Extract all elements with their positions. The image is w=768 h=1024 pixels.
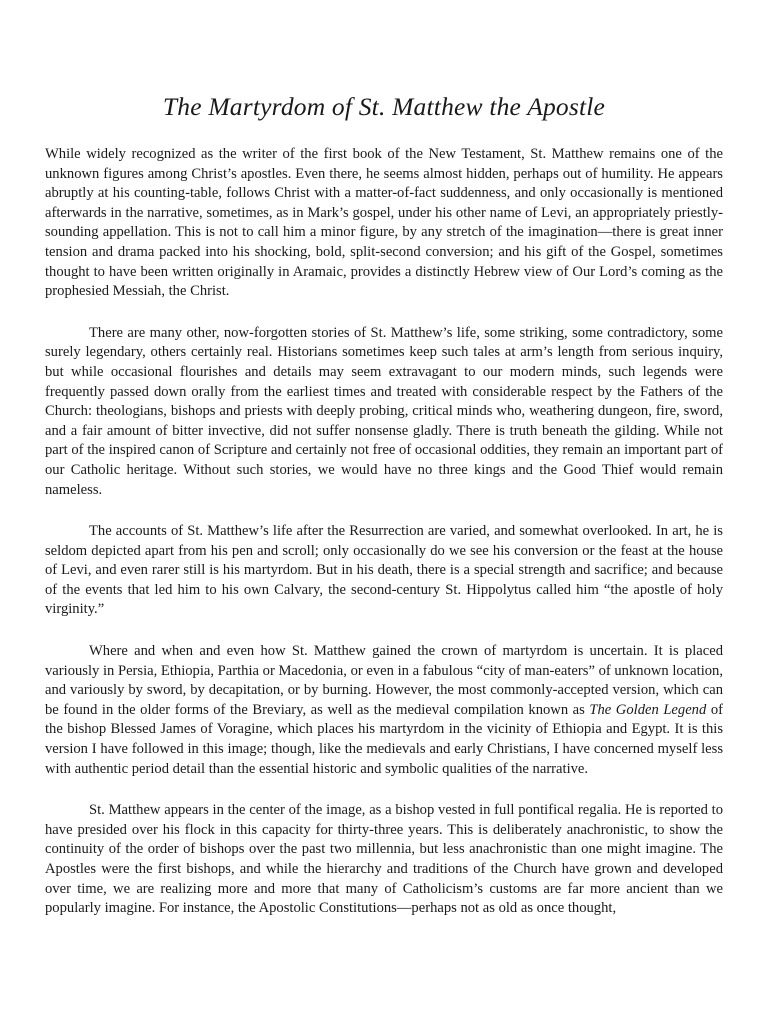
paragraph-2: There are many other, now-forgotten stories of St. Matthew’s life, some striking, some contradictory, some surely legendary, others certainly real. Historians sometimes keep such tales at arm’s length from serious inquiry, but while occasional flourishes and details may seem extravagant to our modern minds, such legends were frequently passed down orally from the earliest times and treated with considerable respect by the Fathers of the Church: theologians, bishops and priests with deeply probing, critical minds who, weathering dungeon, fire, sword, and a fair amount of bitter invective, did not suffer nonsense gladly. There is truth beneath the gilding. While not part of the inspired canon of Scripture and certainly not free of occasional oddities, they remain an important part of our Catholic heritage. Without such stories, we would have no three kings and the Good Thief would remain nameless. [45, 324, 723, 498]
document-body [45, 145, 723, 919]
paragraph-4-text-after: of the bishop Blessed James of Voragine, which places his martyrdom in the vicinity of Ethiopia and Egypt. It is this version I have followed in this image; though, like the medievals and early Christians, I have concerned myself less with authentic period detail than the essential historic and symbolic qualities of the narrative. [45, 701, 723, 777]
document-page [45, 0, 723, 1024]
book-title-golden-legend: The Golden Legend [589, 701, 707, 718]
page-title: The Martyrdom of St. Matthew the Apostle [162, 92, 606, 121]
paragraph-4-text-before: Where and when and even how St. Matthew gained the crown of martyrdom is uncertain. It is placed variously in Persia, Ethiopia, Parthia or Macedonia, or even in a fabulous “city of man-eaters” of unknown location, and variously by sword, by decapitation, or by burning. However, the most commonly-accepted version, which can be found in the older forms of the Breviary, as well as the medieval compilation known as [45, 643, 723, 718]
paragraph-4 [45, 642, 723, 779]
paragraph-3: The accounts of St. Matthew’s life after the Resurrection are varied, and somewhat overlooked. In art, he is seldom depicted apart from his pen and scroll; only occasionally do we see his conversion or the feast at the house of Levi, and even rarer still is his martyrdom. But in his death, there is a special strength and sacrifice; and because of the events that led him to his own Calvary, the second-century St. Hippolytus called him “the apostle of holy virginity.” [45, 523, 723, 618]
paragraph-1: While widely recognized as the writer of the first book of the New Testament, St. Matthew remains one of the unknown figures among Christ’s apostles. Even there, he seems almost hidden, perhaps out of humility. He appears abruptly at his counting-table, follows Christ with a matter-of-fact suddenness, and only occasionally is mentioned afterwards in the narrative, sometimes, as in Mark’s gospel, under his other name of Levi, an appropriately priestly-sounding appellation. This is not to call him a minor figure, by any stretch of the imagination—there is great inner tension and drama packed into his shocking, bold, split-second conversion; and his gift of the Gospel, sometimes thought to have been written originally in Aramaic, provides a distinctly Hebrew view of Our Lord’s coming as the prophesied Messiah, the Christ. [45, 146, 723, 300]
paragraph-5: St. Matthew appears in the center of the image, as a bishop vested in full pontifical regalia. He is reported to have presided over his flock in this capacity for thirty-three years. This is deliberately anachronistic, to show the continuity of the order of bishops over the past two millennia, but less anachronistic than one might imagine. The Apostles were the first bishops, and while the hierarchy and traditions of the Church have grown and developed over time, we are realizing more and more that many of Catholicism’s customs are far more ancient than we popularly imagine. For instance, the Apostolic Constitutions—perhaps not as old as once thought, [45, 802, 723, 917]
